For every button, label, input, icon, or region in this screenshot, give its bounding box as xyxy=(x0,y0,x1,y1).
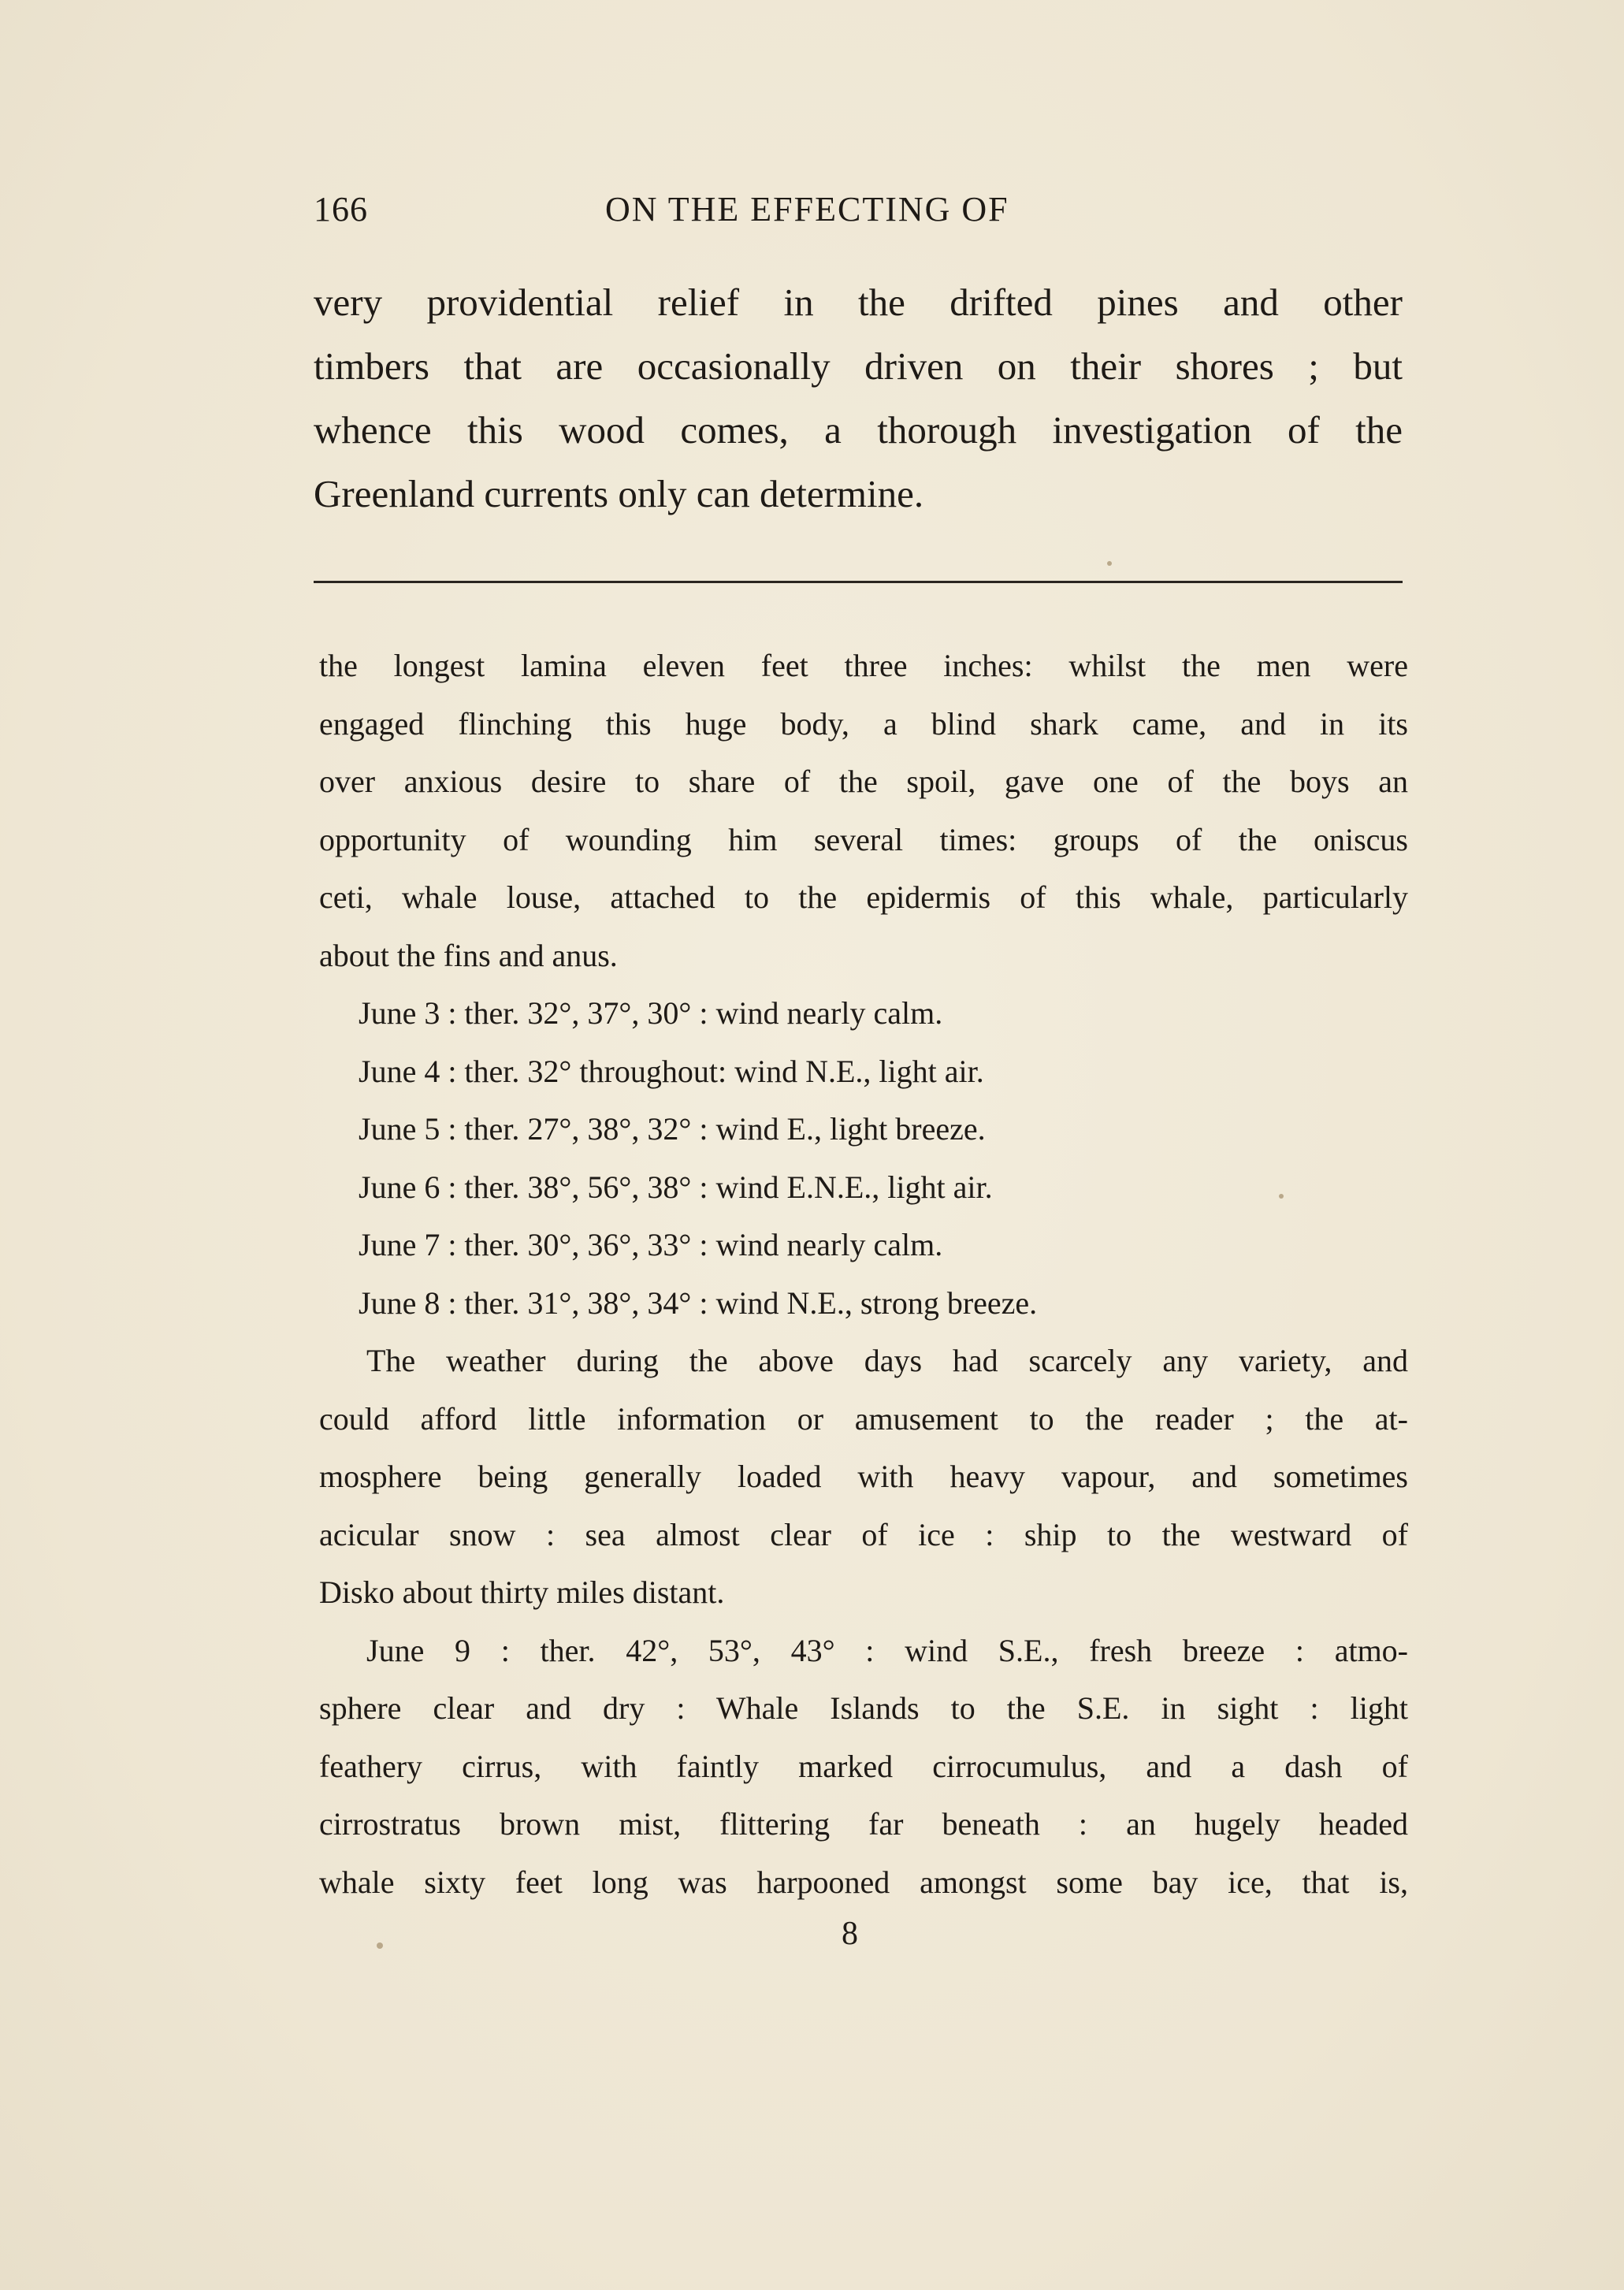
paper-speck xyxy=(377,1942,383,1949)
signature-mark: 8 xyxy=(842,1916,858,1952)
daily-entry: June 8 : ther. 31°, 38°, 34° : wind N.E., strong breeze. xyxy=(359,1284,1038,1321)
text-line: cirrostratus brown mist, flittering far beneath : an hugely headed xyxy=(319,1806,1408,1842)
main-text xyxy=(319,637,1408,1911)
text-line: feathery cirrus, with faintly marked cirrocumulus, and a dash of xyxy=(319,1748,1408,1784)
paper-speck xyxy=(1279,1194,1284,1199)
lead-line: whence this wood comes, a thorough investigation of the xyxy=(314,408,1403,452)
daily-entry: June 5 : ther. 27°, 38°, 32° : wind E., light breeze. xyxy=(359,1111,986,1147)
daily-entries xyxy=(319,984,1408,1332)
daily-entry: June 3 : ther. 32°, 37°, 30° : wind nearly calm. xyxy=(359,995,943,1031)
text-line: over anxious desire to share of the spoil, gave one of the boys an xyxy=(319,764,1408,799)
lead-line: Greenland currents only can determine. xyxy=(314,472,924,515)
page-header xyxy=(314,189,1417,244)
text-line: opportunity of wounding him several times: groups of the oniscus xyxy=(319,821,1408,857)
weather-paragraph xyxy=(319,1332,1408,1622)
daily-entry: June 7 : ther. 30°, 36°, 33° : wind nearly calm. xyxy=(359,1227,943,1262)
page-number: 166 xyxy=(314,190,368,229)
lead-paragraph xyxy=(314,270,1403,526)
text-line: the longest lamina eleven feet three inches: whilst the men were xyxy=(319,648,1408,683)
lead-line: very providential relief in the drifted pines and other xyxy=(314,281,1403,324)
june9-paragraph xyxy=(319,1622,1408,1912)
section-divider xyxy=(314,581,1403,583)
paper-speck xyxy=(1107,561,1112,566)
running-title: ON THE EFFECTING OF xyxy=(605,190,1009,229)
text-line: sphere clear and dry : Whale Islands to the S.E. in sight : light xyxy=(319,1690,1408,1726)
lead-line: timbers that are occasionally driven on their shores ; but xyxy=(314,344,1403,388)
text-line: acicular snow : sea almost clear of ice : ship to the westward of xyxy=(319,1516,1408,1552)
daily-entry: June 6 : ther. 38°, 56°, 38° : wind E.N.E., light air. xyxy=(359,1169,993,1205)
text-line: about the fins and anus. xyxy=(319,937,618,973)
daily-entry: June 4 : ther. 32° throughout: wind N.E., light air. xyxy=(359,1053,984,1089)
text-line: The weather during the above days had scarcely any variety, and xyxy=(366,1343,1408,1378)
text-line: ceti, whale louse, attached to the epidermis of this whale, particularly xyxy=(319,879,1408,915)
text-line: could afford little information or amusement to the reader ; the at- xyxy=(319,1400,1408,1437)
text-line: mosphere being generally loaded with heavy vapour, and sometimes xyxy=(319,1459,1408,1494)
text-line: whale sixty feet long was harpooned amongst some bay ice, that is, xyxy=(319,1864,1408,1900)
text-line: engaged flinching this huge body, a blind shark came, and in its xyxy=(319,705,1408,742)
text-line: June 9 : ther. 42°, 53°, 43° : wind S.E., fresh breeze : atmo- xyxy=(366,1632,1408,1668)
text-line: Disko about thirty miles distant. xyxy=(319,1574,725,1610)
